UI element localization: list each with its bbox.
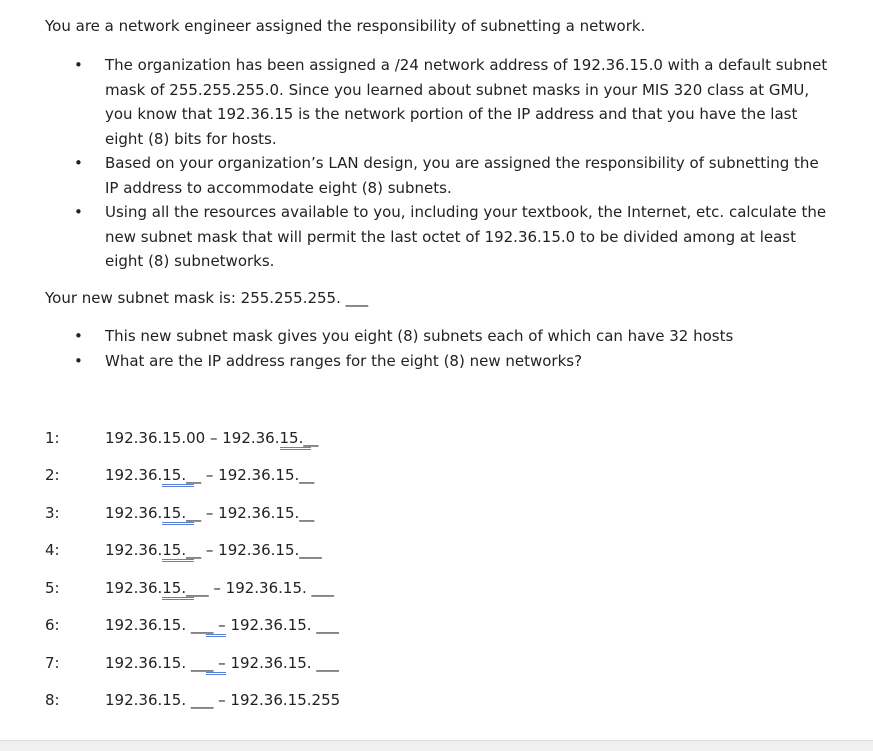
ip-range-text: 192.36.15.___ – 192.36.15. ___ xyxy=(105,576,334,601)
grammar-underline: 15._ xyxy=(280,429,311,450)
row-number: 6: xyxy=(45,616,60,634)
ip-range-text: 192.36.15.00 – 192.36.15.__ xyxy=(105,426,318,451)
row-number: 8: xyxy=(45,691,60,709)
ip-range-text: 192.36.15.__ – 192.36.15.___ xyxy=(105,538,322,563)
grammar-underline: 15._ xyxy=(162,579,193,600)
row-number: 7: xyxy=(45,654,60,672)
window-bottom-edge xyxy=(0,740,873,751)
grammar-underline: 15._ xyxy=(162,504,193,525)
grammar-underline: 15._ xyxy=(162,541,193,562)
bullet-item: • What are the IP address ranges for the eight (8) new networks? xyxy=(0,349,873,374)
ip-range-text: 192.36.15. ___ – 192.36.15.255 xyxy=(105,691,341,709)
row-number: 2: xyxy=(45,466,60,484)
ip-range-text: 192.36.15. ___ – 192.36.15. ___ xyxy=(105,613,339,638)
bullet-item: • This new subnet mask gives you eight (8) subnets each of which can have 32 hosts xyxy=(0,324,873,349)
row-number: 4: xyxy=(45,541,60,559)
intro-paragraph: You are a network engineer assigned the responsibility of subnetting a network. xyxy=(45,17,646,35)
grammar-underline: _ – xyxy=(206,616,226,637)
bullet-list-requirements xyxy=(0,53,873,274)
grammar-underline: 15._ xyxy=(162,466,193,487)
subnet-mask-line: Your new subnet mask is: 255.255.255. ___ xyxy=(45,289,369,307)
ip-range-text: 192.36.15. ___ – 192.36.15. ___ xyxy=(105,651,339,676)
bullet-item: • Using all the resources available to you, including your textbook, the Internet, etc. calculate the new subnet mask that will permit the last octet of 192.36.15.0 to be divided among at least eight (8) subnetworks. xyxy=(0,200,873,274)
bullet-item: • The organization has been assigned a /24 network address of 192.36.15.0 with a default subnet mask of 255.255.255.0. Since you learned about subnet masks in your MIS 320 class at GMU, you know that 192.36.15 is the network portion of the IP address and that you have the last eight (8) bits for hosts. xyxy=(0,53,873,151)
grammar-underline: _ – xyxy=(206,654,226,675)
bullet-list-questions xyxy=(0,324,873,373)
bullet-item: • Based on your organization’s LAN design, you are assigned the responsibility of subnetting the IP address to accommodate eight (8) subnets. xyxy=(0,151,873,200)
ip-range-text: 192.36.15.__ – 192.36.15.__ xyxy=(105,501,314,526)
ip-range-text: 192.36.15.__ – 192.36.15.__ xyxy=(105,463,314,488)
row-number: 3: xyxy=(45,504,60,522)
row-number: 5: xyxy=(45,579,60,597)
row-number: 1: xyxy=(45,429,60,447)
